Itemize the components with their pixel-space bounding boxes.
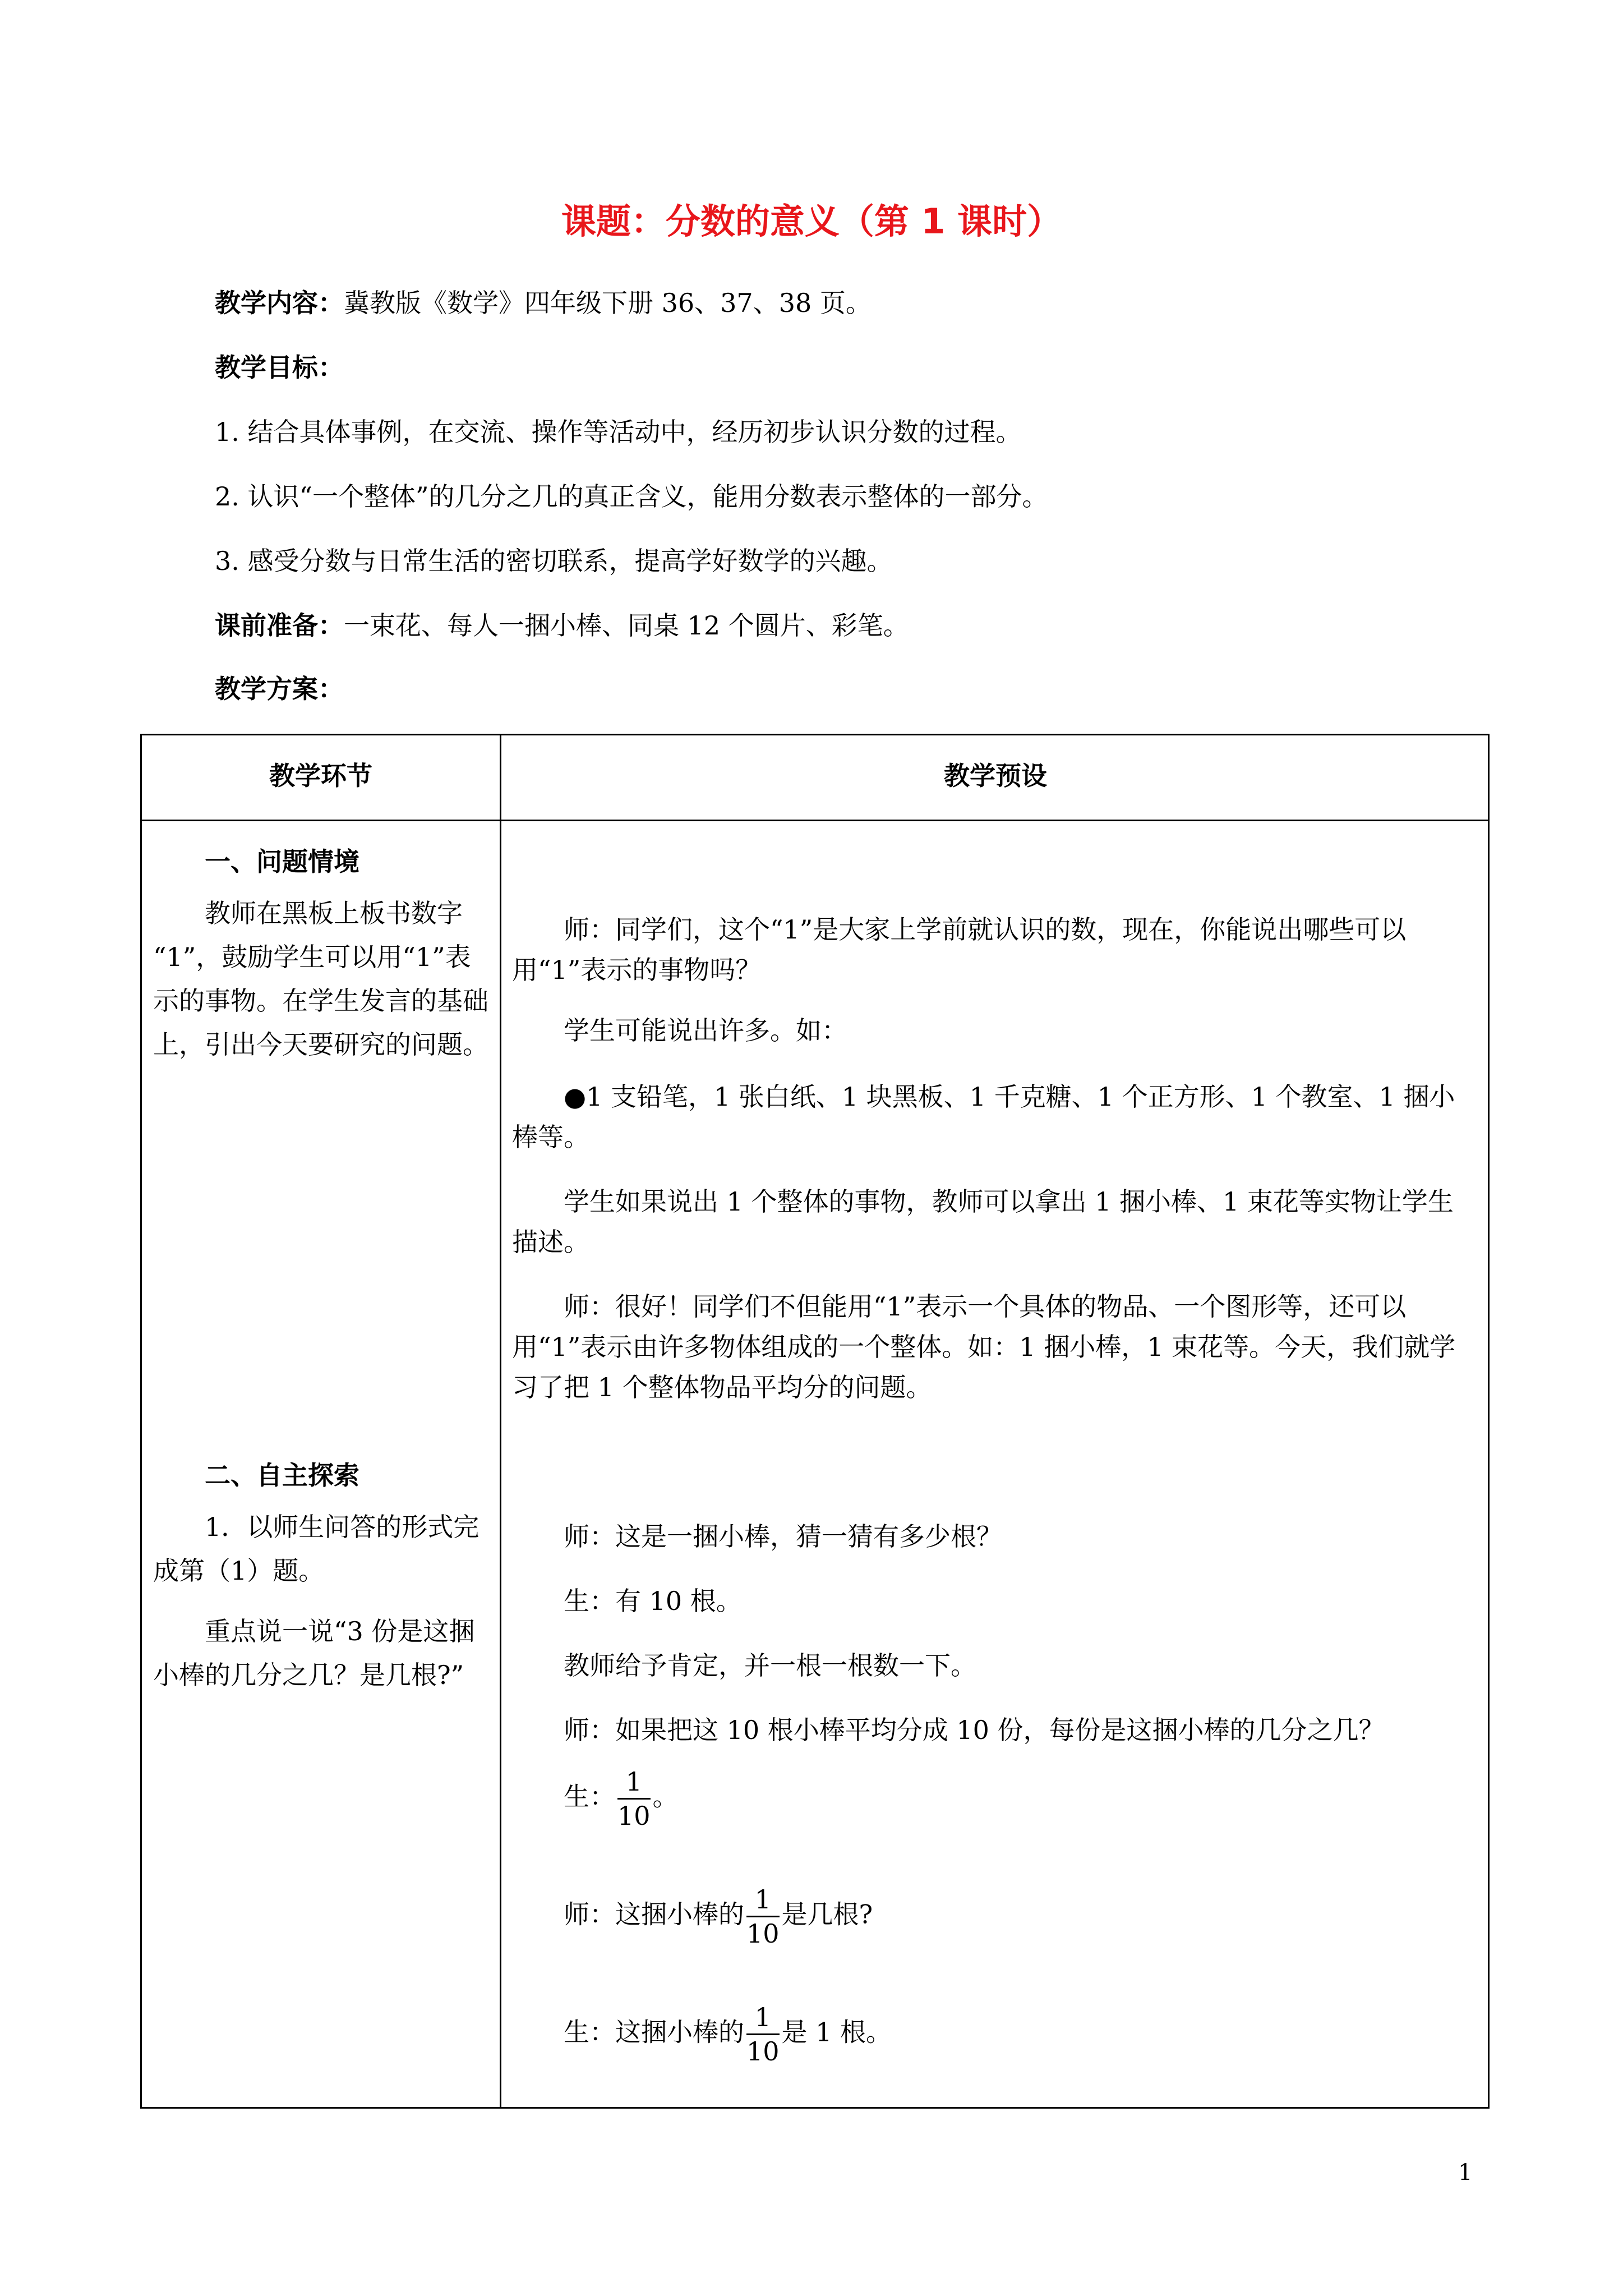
prep-text: 一束花、每人一捆小棒、同桌 12 个圆片、彩笔。 [344,610,909,641]
section2-r3: 教师给予肯定，并一根一根数一下。 [564,1650,976,1681]
section1-r2: 学生可能说出许多。如： [564,1015,847,1046]
column-divider [500,735,501,2107]
fraction: $\frac{1}{10}$ [617,1766,651,1831]
section2-r1: 师：这是一捆小棒，猜一猜有多少根？ [564,1521,1002,1552]
prep-label: 课前准备： [215,610,344,641]
content-text: 冀教版《数学》四年级下册 36、37、38 页。 [344,288,872,318]
section1-r1: 师：同学们，这个“1”是大家上学前就认识的数，现在，你能说出哪些可以用“1”表示的事物吗？ [512,914,1407,985]
page-number: 1 [1458,2160,1473,2185]
section2-note1: 1．以师生问答的形式完成第（1）题。 [153,1512,479,1586]
prep-line [215,609,909,642]
content-line [215,286,872,320]
plan-table [140,734,1490,2109]
section1-note: 教师在黑板上板书数字 “1”，鼓励学生可以用“1”表示的事物。在学生发言的基础上，引出今天要研究的问题。 [153,898,488,1060]
section2-left [153,1453,488,1697]
goal-item: 1. 结合具体事例，在交流、操作等活动中，经历初步认识分数的过程。 [215,417,1022,447]
goal-item: 3. 感受分数与日常生活的密切联系，提高学好数学的兴趣。 [215,546,893,576]
goals-label: 教学目标： [215,352,344,383]
page-title: 课题：分数的意义（第 1 课时） [561,201,1062,242]
section1-r4: 学生如果说出 1 个整体的事物，教师可以拿出 1 捆小棒、1 束花等实物让学生描述。 [512,1186,1454,1257]
col1-header: 教学环节 [269,761,372,791]
goal-item: 2. 认识“一个整体”的几分之几的真正含义，能用分数表示整体的一部分。 [215,481,1048,512]
section1-r3: ●1 支铅笔，1 张白纸、1 块黑板、1 千克糖、1 个正方形、1 个教室、1 捆小棒等。 [512,1082,1455,1152]
section1-r5: 师：很好！同学们不但能用“1”表示一个具体的物品、一个图形等，还可以用“1”表示由许多物体组成的一个整体。如：1 捆小棒，1 束花等。今天，我们就学习了把 1 个整体物品平均分的问题。 [512,1291,1456,1402]
plan-label: 教学方案： [215,674,344,704]
section2-r7: 生：这捆小棒的 $\frac{1}{10}$ 是 1 根。 [564,2002,892,2067]
section2-note2: 重点说一说“3 份是这捆小棒的几分之几？是几根?” [153,1616,475,1690]
section2-r4: 师：如果把这 10 根小棒平均分成 10 份，每份是这捆小棒的几分之几？ [564,1715,1385,1745]
content-label: 教学内容： [215,288,344,318]
fraction: $\frac{1}{10}$ [746,2002,780,2067]
col2-header: 教学预设 [944,761,1047,791]
section2-heading: 二、自主探索 [205,1460,359,1490]
section2-r5: 生： $\frac{1}{10}$ 。 [564,1766,679,1831]
section2-r2: 生：有 10 根。 [564,1586,742,1616]
section1-heading: 一、问题情境 [205,846,359,877]
header-divider [142,820,1488,821]
section1-left [153,840,488,1066]
fraction: $\frac{1}{10}$ [746,1884,780,1949]
section2-r6: 师：这捆小棒的 $\frac{1}{10}$ 是几根? [564,1884,873,1949]
